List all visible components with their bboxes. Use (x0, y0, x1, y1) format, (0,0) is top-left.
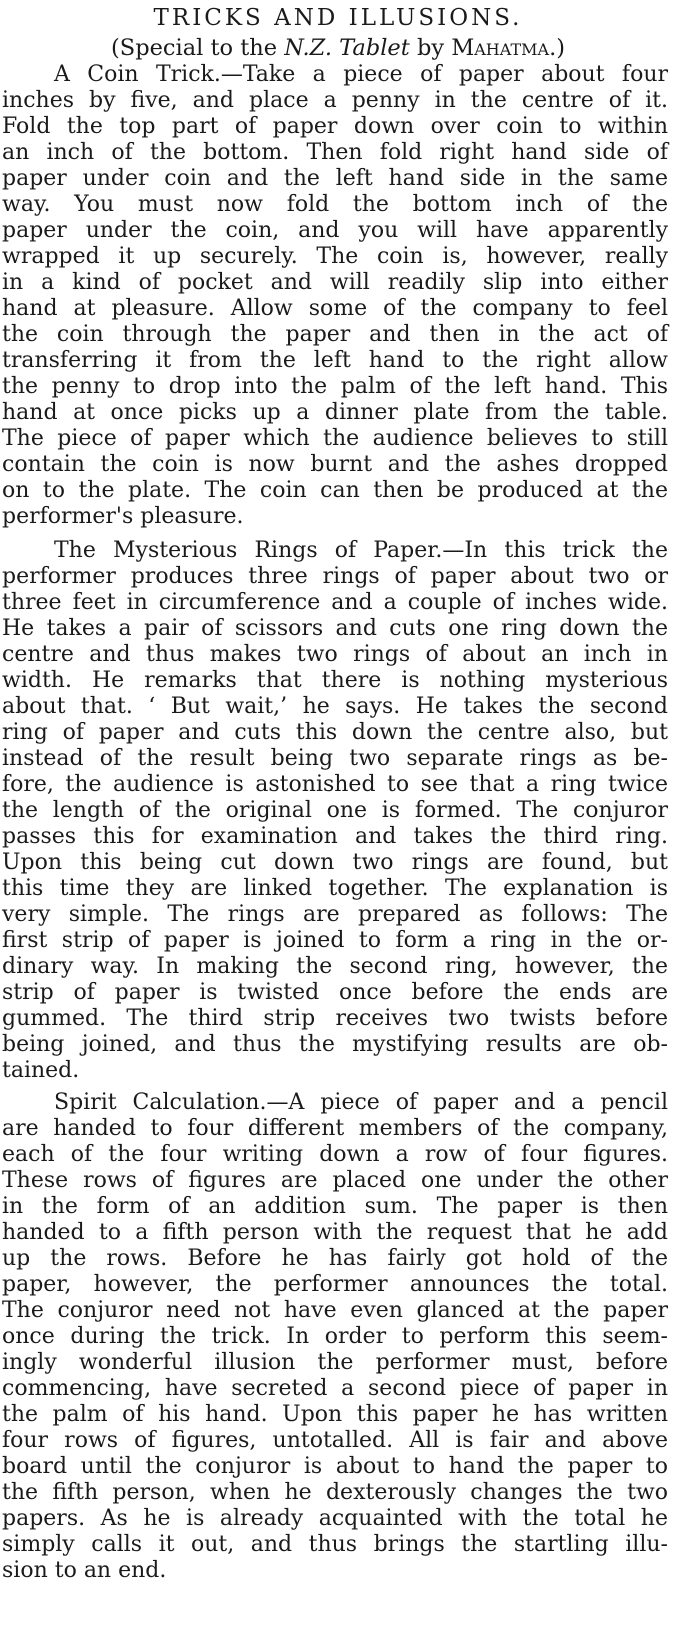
byline-open: (Special to the (111, 35, 285, 61)
text-line: the coin through the paper and then in the act of (2, 322, 668, 347)
text-line: papers. As he is already acquainted with the total he (2, 1506, 668, 1531)
text-line: inches by five, and place a penny in the centre of it. (2, 88, 668, 113)
text-line: being joined, and thus the mystifying results are ob- (2, 1032, 668, 1057)
text-line: width. He remarks that there is nothing mysterious (2, 668, 668, 693)
text-line: Upon this being cut down two rings are found, but (2, 850, 668, 875)
text-line: ingly wonderful illusion the performer must, before (2, 1350, 668, 1375)
text-line: The Mysterious Rings of Paper.—In this trick the (54, 538, 668, 563)
text-line: gummed. The third strip receives two twists before (2, 1006, 668, 1031)
text-line: very simple. The rings are prepared as follows: The (2, 902, 668, 927)
text-line: simply calls it out, and thus brings the startling illu- (2, 1532, 668, 1557)
text-line: in the form of an addition sum. The paper is then (2, 1194, 668, 1219)
text-line: passes this for examination and takes the third ring. (2, 824, 668, 849)
text-line: way. You must now fold the bottom inch of the (2, 192, 668, 217)
text-line: three feet in circumference and a couple of inches wide. (2, 590, 668, 615)
text-line: dinary way. In making the second ring, however, the (2, 954, 668, 979)
text-line: transferring it from the left hand to the right allow (2, 348, 668, 373)
text-line: fore, the audience is astonished to see that a ring twice (2, 772, 668, 797)
text-line: hand at once picks up a dinner plate from the table. (2, 400, 668, 425)
text-line: once during the trick. In order to perform this seem- (2, 1324, 668, 1349)
text-line: hand at pleasure. Allow some of the company to feel (2, 296, 668, 321)
text-line: centre and thus makes two rings of about an inch in (2, 642, 668, 667)
article-title: TRICKS AND ILLUSIONS. (153, 5, 523, 31)
text-line: first strip of paper is joined to form a ring in the or- (2, 928, 668, 953)
text-line: each of the four writing down a row of four figures. (2, 1142, 668, 1167)
byline-middle: by (409, 35, 452, 61)
text-line: the fifth person, when he dexterously changes the two (2, 1480, 668, 1505)
byline-author: Mahatma (451, 35, 550, 61)
text-line: The piece of paper which the audience believes to still (2, 426, 668, 451)
text-line: These rows of figures are placed one under the other (2, 1168, 668, 1193)
article-byline (0, 34, 676, 62)
text-line: on to the plate. The coin can then be produced at the (2, 478, 668, 503)
text-line: the penny to drop into the palm of the left hand. This (2, 374, 668, 399)
byline-close: .) (549, 35, 565, 61)
text-line: this time they are linked together. The explanation is (2, 876, 668, 901)
text-line: sion to an end. (2, 1558, 167, 1583)
text-line: Spirit Calculation.—A piece of paper and a pencil (54, 1090, 668, 1115)
text-line: The conjuror need not have even glanced at the paper (2, 1298, 668, 1323)
text-line: are handed to four different members of the company, (2, 1116, 668, 1141)
text-line: performer's pleasure. (2, 504, 244, 529)
text-line: paper under coin and the left hand side in the same (2, 166, 668, 191)
text-line: paper, however, the performer announces the total. (2, 1272, 668, 1297)
text-line: commencing, have secreted a second piece of paper in (2, 1376, 668, 1401)
byline-publication: N.Z. Tablet (284, 35, 410, 61)
text-line: an inch of the bottom. Then fold right hand side of (2, 140, 668, 165)
text-line: wrapped it up securely. The coin is, however, really (2, 244, 668, 269)
text-line: the palm of his hand. Upon this paper he has written (2, 1402, 668, 1427)
text-line: about that. ‘ But wait,’ he says. He takes the second (2, 694, 668, 719)
text-line: Fold the top part of paper down over coin to within (2, 114, 668, 139)
text-line: ring of paper and cuts this down the centre also, but (2, 720, 668, 745)
text-line: A Coin Trick.—Take a piece of paper about four (54, 62, 668, 87)
text-line: tained. (2, 1058, 80, 1083)
text-line: paper under the coin, and you will have apparently (2, 218, 668, 243)
text-line: He takes a pair of scissors and cuts one ring down the (2, 616, 668, 641)
text-line: four rows of figures, untotalled. All is fair and above (2, 1428, 668, 1453)
text-line: instead of the result being two separate rings as be- (2, 746, 668, 771)
text-line: board until the conjuror is about to hand the paper to (2, 1454, 668, 1479)
text-line: contain the coin is now burnt and the ashes dropped (2, 452, 668, 477)
text-line: performer produces three rings of paper about two or (2, 564, 668, 589)
text-line: handed to a fifth person with the request that he add (2, 1220, 668, 1245)
text-line: strip of paper is twisted once before the ends are (2, 980, 668, 1005)
text-line: up the rows. Before he has fairly got hold of the (2, 1246, 668, 1271)
text-line: the length of the original one is formed. The conjuror (2, 798, 668, 823)
text-line: in a kind of pocket and will readily slip into either (2, 270, 668, 295)
